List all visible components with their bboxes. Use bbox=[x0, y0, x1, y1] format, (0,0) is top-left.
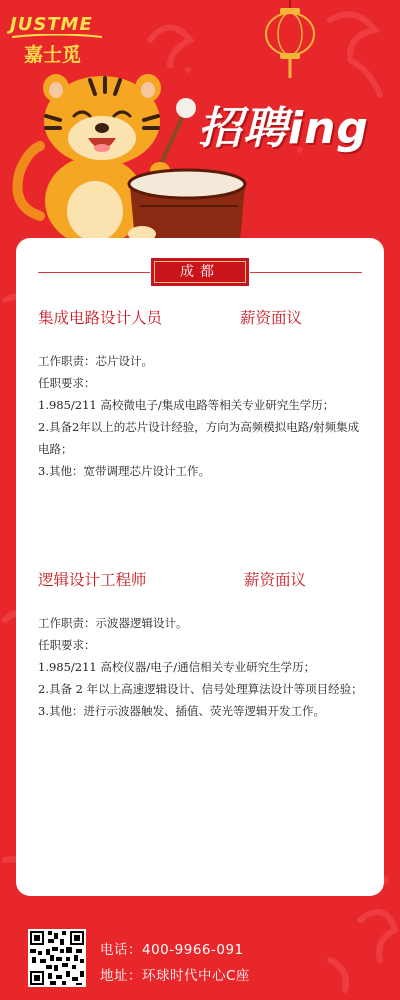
contact-address bbox=[100, 964, 250, 984]
job-requirement: 1.985/211 高校微电子/集成电路等相关专业研究生学历； bbox=[38, 398, 335, 412]
job-duty: 工作职责：示波器逻辑设计。 bbox=[38, 616, 188, 630]
divider-right bbox=[250, 272, 362, 273]
recruitment-headline: 招聘ing bbox=[198, 103, 369, 154]
job-requirement: 1.985/211 高校仪器/电子/通信相关专业研究生学历； bbox=[38, 660, 316, 674]
contact-footer bbox=[0, 920, 400, 1000]
job-description bbox=[38, 612, 370, 722]
job-requirement: 2.具备2年以上的芯片设计经验，方向为高频模拟电路/射频集成 bbox=[38, 420, 360, 434]
job-listing bbox=[38, 306, 370, 556]
divider-left bbox=[38, 272, 150, 273]
job-requirement: 3.其他：宽带调理芯片设计工作。 bbox=[38, 464, 210, 478]
phone-number[interactable]: 400-9966-091 bbox=[142, 942, 244, 958]
contact-phone bbox=[100, 938, 244, 958]
city-label: 成都 bbox=[180, 264, 220, 280]
job-requirement: 电路； bbox=[38, 442, 73, 456]
job-salary: 薪资面议 bbox=[240, 309, 303, 327]
job-requirements-label: 任职要求： bbox=[38, 376, 96, 390]
job-header bbox=[38, 568, 370, 592]
job-duty: 工作职责：芯片设计。 bbox=[38, 354, 153, 368]
job-title: 逻辑设计工程师 bbox=[38, 571, 147, 589]
brand-logo-cn: 嘉士觅 bbox=[24, 44, 82, 66]
job-requirement: 3.其他：进行示波器触发、插值、荧光等逻辑开发工作。 bbox=[38, 704, 325, 718]
brand-logo[interactable] bbox=[10, 14, 110, 70]
job-card bbox=[16, 238, 384, 896]
job-title: 集成电路设计人员 bbox=[38, 309, 163, 327]
job-requirement: 2.具备 2 年以上高速逻辑设计、信号处理算法设计等项目经验； bbox=[38, 682, 363, 696]
brand-logo-en: JUSTME bbox=[10, 14, 93, 35]
job-salary: 薪资面议 bbox=[244, 571, 307, 589]
job-requirements-label: 任职要求： bbox=[38, 638, 96, 652]
city-badge bbox=[151, 258, 249, 286]
job-listing bbox=[38, 568, 370, 818]
address-value: 环球时代中心C座 bbox=[142, 968, 250, 984]
lantern-icon bbox=[262, 0, 318, 80]
job-description bbox=[38, 350, 370, 482]
phone-label: 电话： bbox=[100, 942, 142, 958]
address-label: 地址： bbox=[100, 968, 142, 984]
job-header bbox=[38, 306, 370, 330]
qr-code-icon[interactable] bbox=[28, 929, 86, 987]
